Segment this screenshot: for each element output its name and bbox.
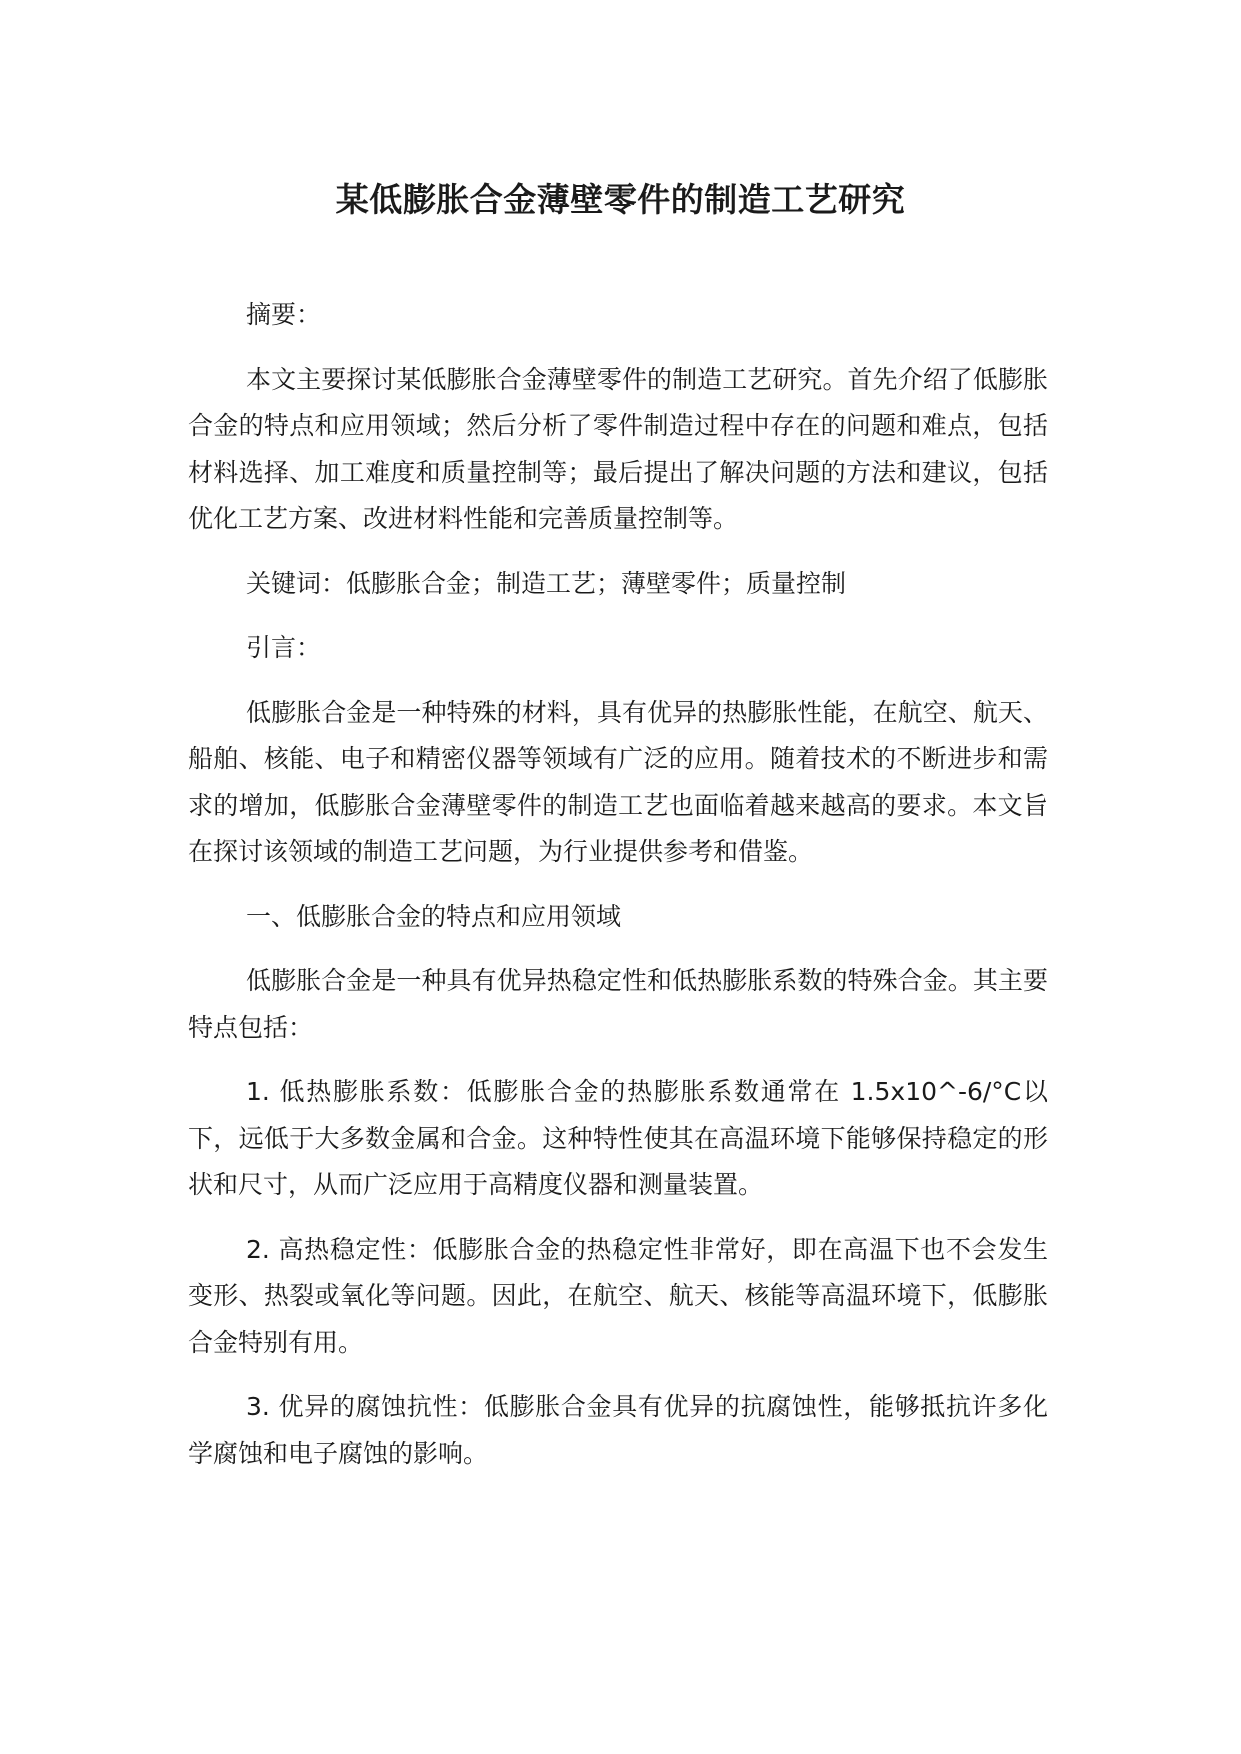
document-body (188, 292, 1048, 1477)
list-item-1: 1. 低热膨胀系数：低膨胀合金的热膨胀系数通常在 1.5x10^-6/°C以下，远低于大多数金属和合金。这种特性使其在高温环境下能够保持稳定的形状和尺寸，从而广泛应用于高精度仪器和测量装置。 (188, 1077, 1048, 1199)
introduction-heading: 引言： (246, 633, 322, 662)
section-1-heading: 一、低膨胀合金的特点和应用领域 (246, 901, 622, 931)
introduction-paragraph: 低膨胀合金是一种特殊的材料，具有优异的热膨胀性能，在航空、航天、船舶、核能、电子和精密仪器等领域有广泛的应用。随着技术的不断进步和需求的增加，低膨胀合金薄壁零件的制造工艺也面临着越来越高的要求。本文旨在探讨该领域的制造工艺问题，为行业提供参考和借鉴。 (188, 697, 1048, 866)
section-1-intro-paragraph: 低膨胀合金是一种具有优异热稳定性和低热膨胀系数的特殊合金。其主要特点包括： (188, 966, 1048, 1042)
abstract-heading: 摘要： (246, 300, 322, 329)
list-item-3: 3. 优异的腐蚀抗性：低膨胀合金具有优异的抗腐蚀性，能够抵抗许多化学腐蚀和电子腐蚀的影响。 (188, 1392, 1048, 1468)
list-item-2: 2. 高热稳定性：低膨胀合金的热稳定性非常好，即在高温下也不会发生变形、热裂或氧化等问题。因此，在航空、航天、核能等高温环境下，低膨胀合金特别有用。 (188, 1234, 1048, 1357)
abstract-paragraph: 本文主要探讨某低膨胀合金薄壁零件的制造工艺研究。首先介绍了低膨胀合金的特点和应用领域；然后分析了零件制造过程中存在的问题和难点，包括材料选择、加工难度和质量控制等；最后提出了解决问题的方法和建议，包括优化工艺方案、改进材料性能和完善质量控制等。 (188, 364, 1048, 533)
keywords-paragraph: 关键词：低膨胀合金；制造工艺；薄壁零件；质量控制 (246, 568, 847, 598)
document-title: 某低膨胀合金薄壁零件的制造工艺研究 (335, 180, 906, 219)
